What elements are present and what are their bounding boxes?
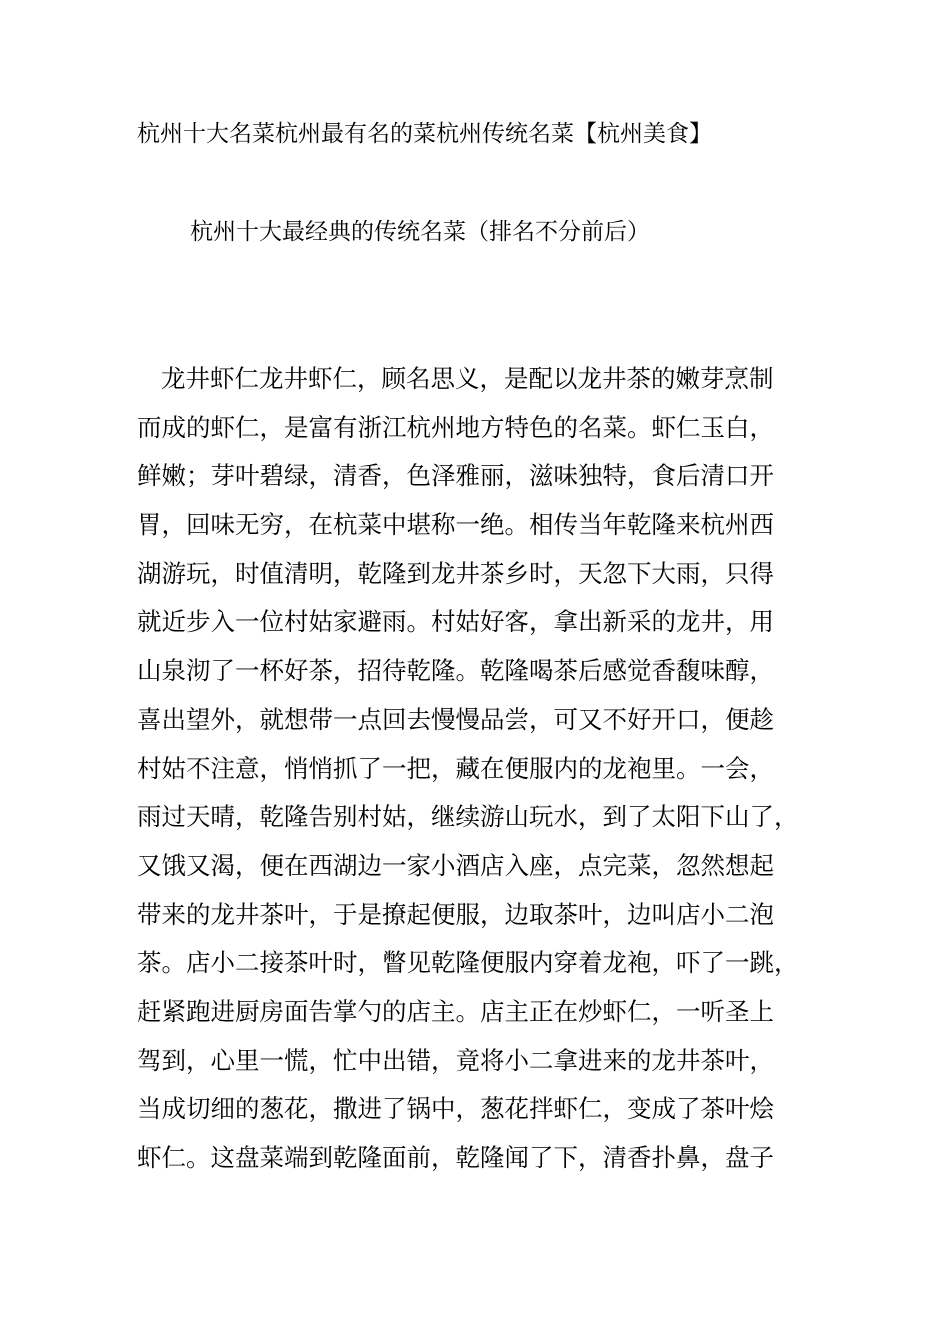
paragraph-line: 茶。店小二接茶叶时，瞥见乾隆便服内穿着龙袍，吓了一跳， xyxy=(137,948,799,978)
document-subtitle: 杭州十大最经典的传统名菜（排名不分前后） xyxy=(190,219,650,245)
paragraph-line: 龙井虾仁龙井虾仁，顾名思义，是配以龙井茶的嫩芽烹制 xyxy=(161,364,774,393)
paragraph-line: 山泉沏了一杯好茶，招待乾隆。乾隆喝茶后感觉香馥味醇， xyxy=(137,656,774,686)
paragraph-line: 胃，回味无穷，在杭菜中堪称一绝。相传当年乾隆来杭州西 xyxy=(137,510,774,540)
paragraph-line: 赶紧跑进厨房面告掌勺的店主。店主正在炒虾仁，一听圣上 xyxy=(137,996,774,1026)
body-paragraph xyxy=(137,355,817,1183)
paragraph-line: 就近步入一位村姑家避雨。村姑好客，拿出新采的龙井，用 xyxy=(137,607,774,637)
paragraph-line: 当成切细的葱花，撒进了锅中，葱花拌虾仁，变成了茶叶烩 xyxy=(137,1094,774,1124)
paragraph-line: 虾仁。这盘菜端到乾隆面前，乾隆闻了下，清香扑鼻，盘子 xyxy=(137,1143,774,1172)
paragraph-line: 村姑不注意，悄悄抓了一把，藏在便服内的龙袍里。一会， xyxy=(137,753,774,783)
paragraph-line: 驾到，心里一慌，忙中出错，竟将小二拿进来的龙井茶叶， xyxy=(137,1045,774,1075)
paragraph-line: 又饿又渴，便在西湖边一家小酒店入座，点完菜，忽然想起 xyxy=(137,850,774,880)
document-title: 杭州十大名菜杭州最有名的菜杭州传统名菜【杭州美食】 xyxy=(137,121,712,147)
paragraph-line: 而成的虾仁，是富有浙江杭州地方特色的名菜。虾仁玉白， xyxy=(137,412,774,442)
paragraph-line: 喜出望外，就想带一点回去慢慢品尝，可又不好开口，便趁 xyxy=(137,704,774,734)
paragraph-line: 带来的龙井茶叶，于是撩起便服，边取茶叶，边叫店小二泡 xyxy=(137,899,774,929)
paragraph-line: 湖游玩，时值清明，乾隆到龙井茶乡时，天忽下大雨，只得 xyxy=(137,558,774,588)
paragraph-line: 雨过天晴，乾隆告别村姑，继续游山玩水，到了太阳下山了， xyxy=(137,802,799,832)
paragraph-line: 鲜嫩；芽叶碧绿，清香，色泽雅丽，滋味独特，食后清口开 xyxy=(137,461,774,491)
